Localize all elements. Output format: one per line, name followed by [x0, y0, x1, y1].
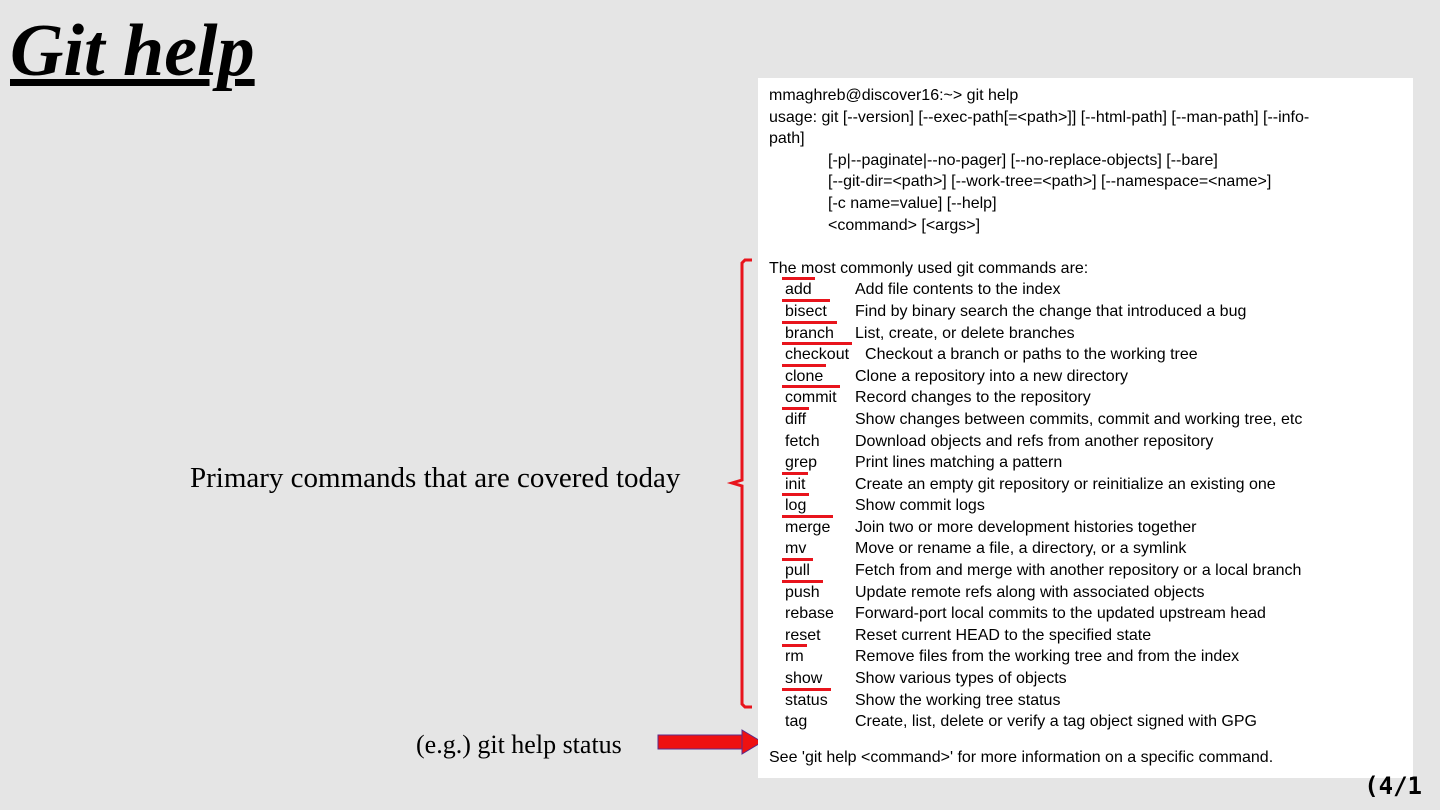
command-name: fetch: [785, 432, 820, 450]
command-name: commit: [785, 387, 837, 409]
command-name: pull: [785, 560, 810, 582]
command-row: [769, 431, 1413, 453]
usage-line: path]: [769, 130, 805, 148]
command-description: Reset current HEAD to the specified state: [855, 626, 1152, 644]
command-name: rm: [785, 646, 804, 668]
command-name: log: [785, 495, 806, 517]
command-list: [769, 279, 1413, 732]
command-row: [769, 279, 1413, 301]
usage-line: [--git-dir=<path>] [--work-tree=<path>] [--namespace=<name>]: [828, 173, 1272, 191]
command-row: [769, 344, 1413, 366]
command-description: Remove files from the working tree and from the index: [855, 648, 1240, 666]
usage-line: <command> [<args>]: [828, 216, 981, 234]
command-description: Clone a repository into a new directory: [855, 367, 1129, 385]
command-description: Show the working tree status: [855, 691, 1061, 709]
command-row: [769, 495, 1413, 517]
command-name: merge: [785, 517, 830, 539]
commands-header: The most commonly used git commands are:: [769, 259, 1089, 277]
command-row: [769, 517, 1413, 539]
command-description: Forward-port local commits to the updated upstream head: [855, 605, 1266, 623]
command-name: diff: [785, 409, 806, 431]
command-row: [769, 301, 1413, 323]
command-row: [769, 625, 1413, 647]
command-row: [769, 582, 1413, 604]
command-name: tag: [785, 713, 808, 731]
terminal-output: [758, 78, 1413, 778]
usage-line: [-p|--paginate|--no-pager] [--no-replace-objects] [--bare]: [828, 151, 1218, 169]
command-description: Find by binary search the change that introduced a bug: [855, 302, 1247, 320]
command-description: Show various types of objects: [855, 670, 1067, 688]
command-description: Create, list, delete or verify a tag object signed with GPG: [855, 713, 1257, 731]
command-description: Print lines matching a pattern: [855, 454, 1063, 472]
arrow-right-icon: [658, 730, 762, 754]
command-row: [769, 538, 1413, 560]
command-description: Move or rename a file, a directory, or a symlink: [855, 540, 1187, 558]
command-name: status: [785, 690, 828, 712]
command-description: Create an empty git repository or reinitialize an existing one: [855, 475, 1276, 493]
command-description: Fetch from and merge with another repository or a local branch: [855, 562, 1302, 580]
command-description: Update remote refs along with associated objects: [855, 583, 1205, 601]
command-description: Download objects and refs from another repository: [855, 432, 1214, 450]
help-footer: See 'git help <command>' for more information on a specific command.: [769, 748, 1274, 766]
usage-line: usage: git [--version] [--exec-path[=<path>]] [--html-path] [--man-path] [--info-: [769, 108, 1310, 126]
command-name: reset: [785, 626, 821, 644]
command-name: add: [785, 279, 812, 301]
command-description: Record changes to the repository: [855, 389, 1091, 407]
command-name: rebase: [785, 605, 834, 623]
slide-title: Git help: [10, 10, 255, 92]
page-number: (4/1: [1364, 772, 1422, 800]
command-description: Join two or more development histories together: [855, 518, 1197, 536]
command-name: clone: [785, 366, 823, 388]
command-row: [769, 474, 1413, 496]
primary-commands-caption: Primary commands that are covered today: [190, 462, 681, 494]
bracket-brace: [732, 260, 752, 707]
command-row: [769, 409, 1413, 431]
command-row: [769, 452, 1413, 474]
command-row: [769, 560, 1413, 582]
command-name: push: [785, 582, 820, 604]
command-description: List, create, or delete branches: [855, 324, 1075, 342]
command-name: mv: [785, 540, 807, 558]
command-name: bisect: [785, 301, 827, 323]
usage-line: [-c name=value] [--help]: [828, 194, 997, 212]
command-row: [769, 646, 1413, 668]
command-name: grep: [785, 454, 818, 472]
command-description: Show changes between commits, commit and working tree, etc: [855, 410, 1303, 428]
command-description: Add file contents to the index: [855, 281, 1061, 299]
example-caption: (e.g.) git help status: [416, 730, 622, 759]
command-row: [769, 323, 1413, 345]
command-row: [769, 387, 1413, 409]
command-description: Show commit logs: [855, 497, 985, 515]
command-description: Checkout a branch or paths to the working tree: [865, 346, 1198, 364]
command-row: [769, 711, 1413, 733]
command-row: [769, 603, 1413, 625]
command-row: [769, 668, 1413, 690]
command-name: checkout: [785, 344, 849, 366]
command-name: branch: [785, 323, 834, 345]
terminal-prompt: mmaghreb@discover16:~> git help: [769, 87, 1019, 104]
command-row: [769, 366, 1413, 388]
command-name: show: [785, 670, 823, 688]
command-row: [769, 690, 1413, 712]
command-name: init: [785, 474, 805, 496]
